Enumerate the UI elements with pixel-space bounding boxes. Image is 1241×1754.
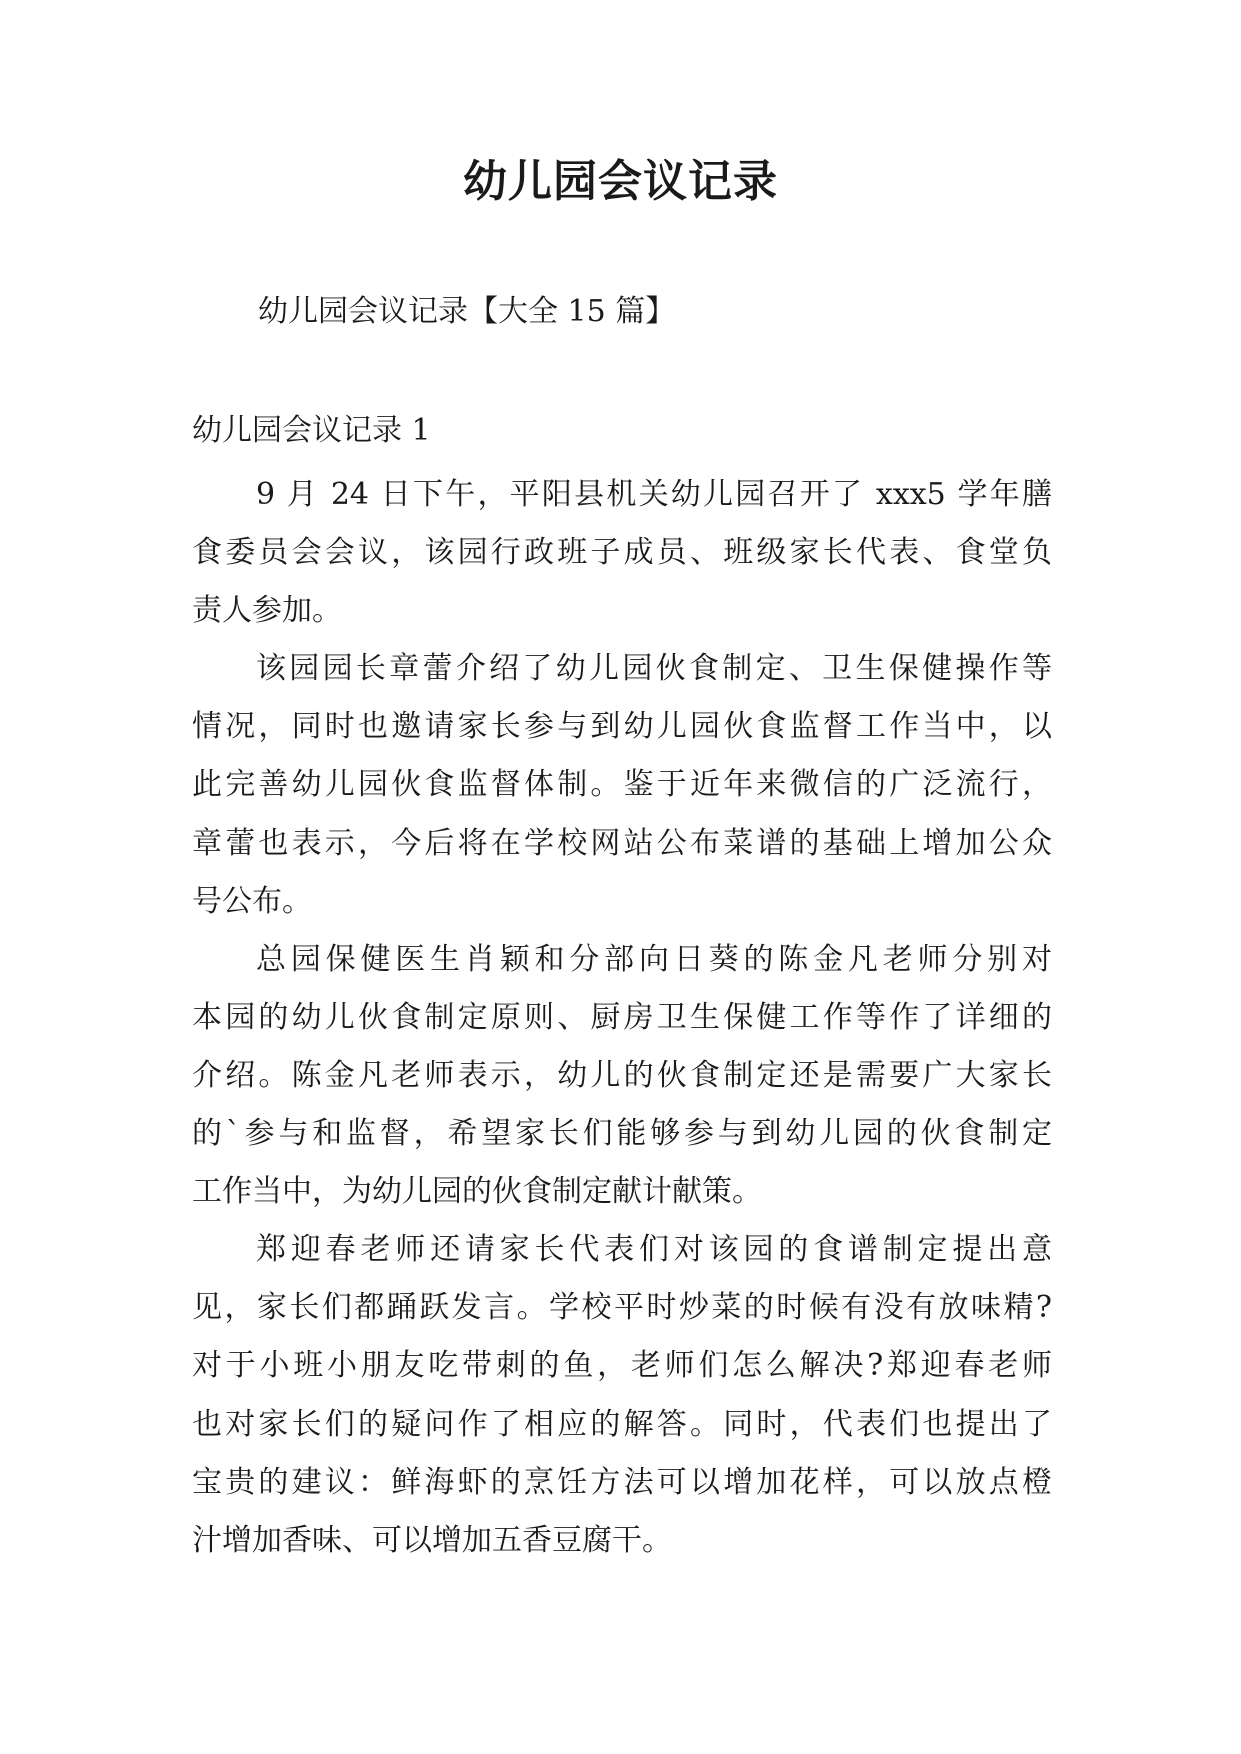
text-line: 的`参与和监督，希望家长们能够参与到幼儿园的伙食制定: [192, 1116, 1052, 1152]
text-line: 责人参加。: [192, 593, 342, 629]
text-line: 也对家长们的疑问作了相应的解答。同时，代表们也提出了: [192, 1406, 1052, 1442]
text-line: 总园保健医生肖颖和分部向日葵的陈金凡老师分别对: [256, 941, 1052, 977]
text-line: 介绍。陈金凡老师表示，幼儿的伙食制定还是需要广大家长: [192, 1057, 1052, 1093]
text-line: 对于小班小朋友吃带刺的鱼，老师们怎么解决?郑迎春老师: [192, 1348, 1052, 1384]
text-line: 9 月 24 日下午，平阳县机关幼儿园召开了 xxx5 学年膳: [256, 477, 1052, 512]
text-line: 章蕾也表示，今后将在学校网站公布菜谱的基础上增加公众: [192, 825, 1052, 861]
text-line: 见，家长们都踊跃发言。学校平时炒菜的时候有没有放味精?: [192, 1290, 1052, 1326]
text-line: 汁增加香味、可以增加五香豆腐干。: [192, 1522, 672, 1558]
body-text: [192, 466, 1052, 1570]
text-line: 此完善幼儿园伙食监督体制。鉴于近年来微信的广泛流行，: [192, 767, 1052, 803]
text-line: 食委员会会议，该园行政班子成员、班级家长代表、食堂负: [192, 535, 1052, 571]
document-title: 幼儿园会议记录: [463, 156, 778, 207]
document-subtitle: 幼儿园会议记录【大全 15 篇】: [258, 294, 676, 329]
text-line: 号公布。: [192, 883, 312, 919]
section-heading: 幼儿园会议记录 1: [192, 413, 431, 448]
text-line: 该园园长章蕾介绍了幼儿园伙食制定、卫生保健操作等: [256, 651, 1052, 687]
text-line: 宝贵的建议：鲜海虾的烹饪方法可以增加花样，可以放点橙: [192, 1464, 1052, 1500]
text-line: 情况，同时也邀请家长参与到幼儿园伙食监督工作当中，以: [192, 709, 1052, 745]
text-line: 工作当中，为幼儿园的伙食制定献计献策。: [192, 1174, 762, 1210]
text-line: 本园的幼儿伙食制定原则、厨房卫生保健工作等作了详细的: [192, 999, 1052, 1035]
text-line: 郑迎春老师还请家长代表们对该园的食谱制定提出意: [256, 1232, 1052, 1268]
